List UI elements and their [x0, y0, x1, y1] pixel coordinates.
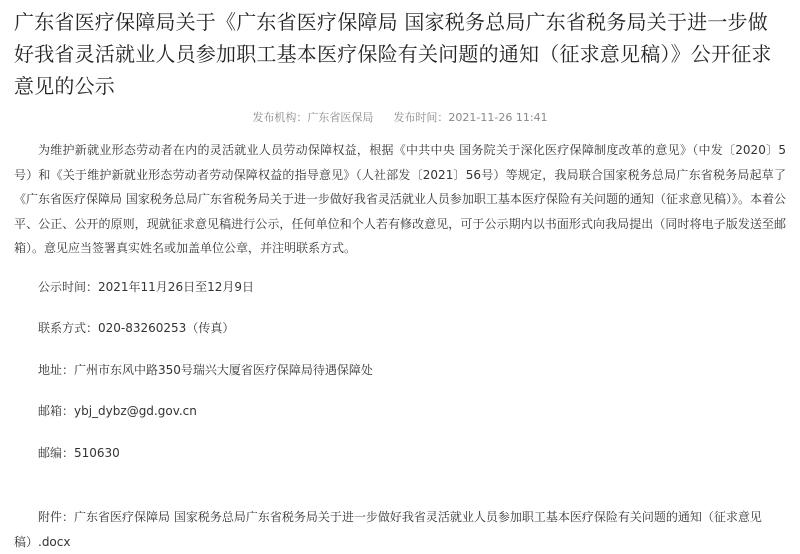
publisher-label: 发布机构：广东省医保局 — [252, 111, 374, 124]
article-body — [0, 138, 800, 554]
contact-phone: 联系方式：020-83260253（传真） — [38, 321, 235, 335]
contact-postcode: 邮编：510630 — [38, 445, 120, 460]
page-title: 广东省医疗保障局关于《广东省医疗保障局 国家税务总局广东省税务局关于进一步做好我省灵活就业人员参加职工基本医疗保险有关问题的通知（征求意见稿）》公开征求意见的公示 — [14, 10, 772, 98]
intro-paragraph: 为维护新就业形态劳动者在内的灵活就业人员劳动保障权益，根据《中共中央 国务院关于深化医疗保障制度改革的意见》（中发〔2020〕5号）和《关于维护新就业形态劳动者劳动保障权益的指导意见》（人社部发〔2021〕56号）等规定，我局联合国家税务总局广东省税务局起草了《广东省医疗保障局 国家税务总局广东省税务局关于进一步做好我省灵活就业人员参加职工基本医疗保险有关问题的通知（征求意见稿）》。本着公平、公正、公开的原则，现就征求意见稿进行公示，任何单位和个人若有修改意见，可于公示期内以书面形式向我局提出（同时将电子版发送至邮箱）。意见应当签署真实姓名或加盖单位公章，并注明联系方式。 — [14, 143, 786, 255]
notice-period: 公示时间：2021年11月26日至12月9日 — [38, 279, 254, 294]
contact-address: 地址：广州市东风中路350号瑞兴大厦省医疗保障局待遇保障处 — [38, 362, 373, 377]
publish-time: 发布时间：2021-11-26 11:41 — [393, 111, 548, 124]
contact-email: 邮箱：ybj_dybz@gd.gov.cn — [38, 404, 197, 418]
article-meta — [0, 110, 800, 126]
attachment-link[interactable]: 附件：广东省医疗保障局 国家税务总局广东省税务局关于进一步做好我省灵活就业人员参加职工基本医疗保险有关问题的通知（征求意见稿）.docx — [14, 510, 762, 549]
